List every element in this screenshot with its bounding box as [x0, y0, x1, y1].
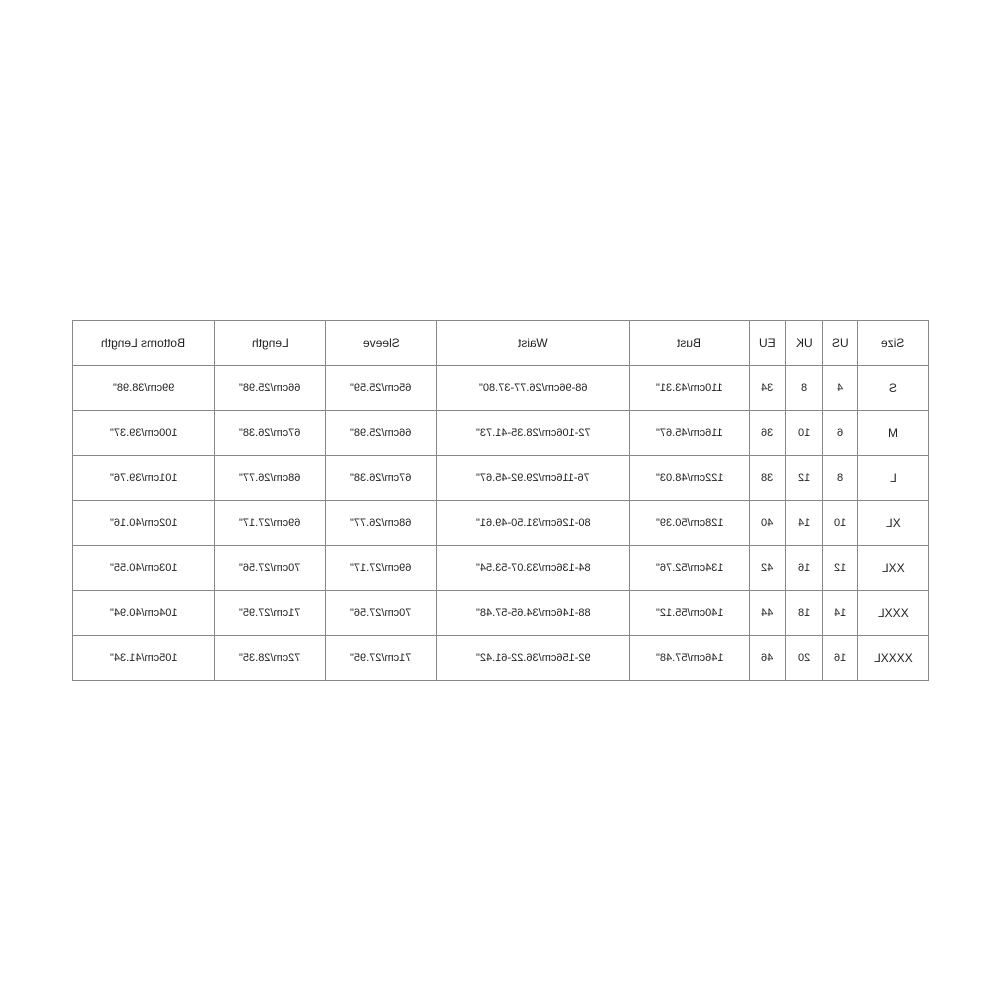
cell-waist: 80-126cm/31.50-49.61": [437, 501, 630, 546]
cell-uk: 10: [786, 411, 823, 456]
cell-bust: 116cm/45.67": [630, 411, 750, 456]
cell-us: 6: [823, 411, 858, 456]
cell-uk: 16: [786, 546, 823, 591]
cell-us: 16: [823, 636, 858, 681]
cell-length: 71cm/27.95": [215, 591, 326, 636]
cell-sleeve: 69cm/27.17": [326, 546, 437, 591]
header-row: [73, 321, 929, 366]
cell-size: XXXXL: [858, 636, 929, 681]
cell-uk: 12: [786, 456, 823, 501]
cell-us: 14: [823, 591, 858, 636]
header-eu: EU: [750, 321, 786, 366]
cell-uk: 14: [786, 501, 823, 546]
table-row: [73, 636, 929, 681]
cell-length: 72cm/28.35": [215, 636, 326, 681]
cell-sleeve: 70cm/27.56": [326, 591, 437, 636]
cell-eu: 44: [750, 591, 786, 636]
table-row: [73, 546, 929, 591]
cell-size: XL: [858, 501, 929, 546]
cell-uk: 18: [786, 591, 823, 636]
cell-eu: 46: [750, 636, 786, 681]
table-row: [73, 366, 929, 411]
cell-bust: 134cm/52.76": [630, 546, 750, 591]
cell-eu: 40: [750, 501, 786, 546]
cell-length: 68cm/26.77": [215, 456, 326, 501]
cell-bust: 110cm/43.31": [630, 366, 750, 411]
table-row: [73, 411, 929, 456]
cell-length: 67cm/26.38": [215, 411, 326, 456]
cell-us: 10: [823, 501, 858, 546]
cell-sleeve: 65cm/25.59": [326, 366, 437, 411]
cell-bottoms-length: 99cm/38.98": [73, 366, 215, 411]
cell-bottoms-length: 101cm/39.76": [73, 456, 215, 501]
cell-size: M: [858, 411, 929, 456]
cell-waist: 68-96cm/26.77-37.80": [437, 366, 630, 411]
cell-length: 70cm/27.56": [215, 546, 326, 591]
cell-bottoms-length: 105cm/41.34": [73, 636, 215, 681]
cell-sleeve: 66cm/25.98": [326, 411, 437, 456]
cell-bust: 140cm/55.12": [630, 591, 750, 636]
header-waist: Waist: [437, 321, 630, 366]
header-bottoms-length: Bottoms Length: [73, 321, 215, 366]
cell-us: 8: [823, 456, 858, 501]
table-row: [73, 456, 929, 501]
cell-waist: 76-116cm/29.92-45.67": [437, 456, 630, 501]
cell-waist: 92-156cm/36.22-61.42": [437, 636, 630, 681]
cell-bust: 122cm/48.03": [630, 456, 750, 501]
size-chart-table: [72, 320, 929, 681]
header-bust: Bust: [630, 321, 750, 366]
table-row: [73, 591, 929, 636]
cell-bust: 146cm/57.48": [630, 636, 750, 681]
table-row: [73, 501, 929, 546]
header-uk: UK: [786, 321, 823, 366]
cell-sleeve: 68cm/26.77": [326, 501, 437, 546]
cell-size: S: [858, 366, 929, 411]
cell-us: 4: [823, 366, 858, 411]
cell-length: 66cm/25.98": [215, 366, 326, 411]
header-us: US: [823, 321, 858, 366]
header-sleeve: Sleeve: [326, 321, 437, 366]
cell-eu: 36: [750, 411, 786, 456]
cell-length: 69cm/27.17": [215, 501, 326, 546]
cell-bottoms-length: 102cm/40.16": [73, 501, 215, 546]
cell-eu: 34: [750, 366, 786, 411]
cell-bottoms-length: 104cm/40.94": [73, 591, 215, 636]
cell-sleeve: 71cm/27.95": [326, 636, 437, 681]
cell-bottoms-length: 103cm/40.55": [73, 546, 215, 591]
cell-waist: 72-106cm/28.35-41.73": [437, 411, 630, 456]
cell-waist: 84-136cm/33.07-53.54": [437, 546, 630, 591]
cell-uk: 8: [786, 366, 823, 411]
cell-bust: 128cm/50.39": [630, 501, 750, 546]
cell-size: XXL: [858, 546, 929, 591]
cell-eu: 38: [750, 456, 786, 501]
cell-size: L: [858, 456, 929, 501]
cell-bottoms-length: 100cm/39.37": [73, 411, 215, 456]
cell-uk: 20: [786, 636, 823, 681]
header-size: Size: [858, 321, 929, 366]
cell-us: 12: [823, 546, 858, 591]
cell-waist: 88-146cm/34.65-57.48": [437, 591, 630, 636]
cell-size: XXXL: [858, 591, 929, 636]
header-length: Length: [215, 321, 326, 366]
cell-eu: 42: [750, 546, 786, 591]
cell-sleeve: 67cm/26.38": [326, 456, 437, 501]
